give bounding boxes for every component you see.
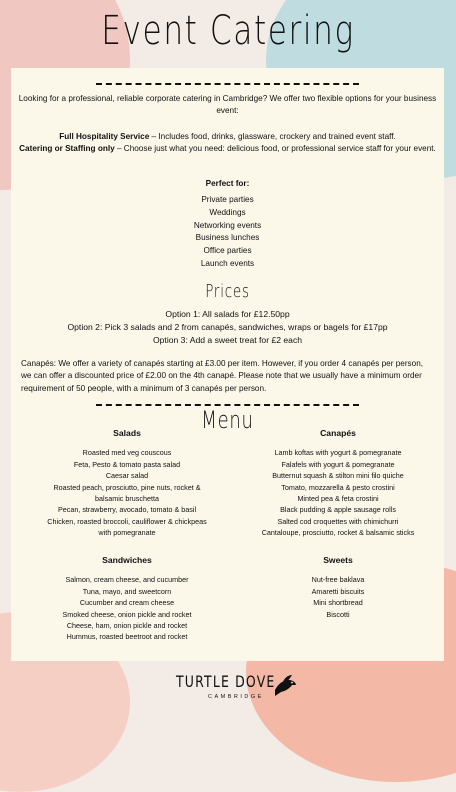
menu-item: Nut-free baklava (311, 575, 365, 585)
sweets-column (243, 555, 433, 620)
menu-item: Tomato, mozzarella & pesto crostini (281, 482, 395, 492)
occasion-item: Office parties (203, 246, 252, 256)
canapes-note: Canapés: We offer a variety of canapés starting at £3.00 per item. However, if you order 4 canapés per person, we can offer a discounted price of £2.00 on the 4th canapé. Please note that we usually have a minimum order requirement of 50 people, with a minimum of 3 canapés per person. (21, 359, 424, 393)
menu-item: Amaretti biscuits (311, 586, 365, 596)
dove-icon (272, 674, 298, 698)
menu-item: balsamic bruschetta (95, 494, 159, 504)
occasions-list (17, 194, 438, 271)
menu-item: Chicken, roasted broccoli, cauliflower & chickpeas (47, 516, 207, 526)
menu-item: Cantaloupe, prosciutto, rocket & balsamic sticks (261, 528, 415, 538)
sandwiches-heading: Sandwiches (102, 555, 152, 565)
service-desc: – Includes food, drinks, glassware, crockery and trained event staff. (149, 132, 396, 141)
service-item (17, 143, 438, 155)
logo-subtitle: CAMBRIDGE (208, 694, 264, 700)
salads-heading: Salads (113, 428, 141, 438)
menu-item: Butternut squash & stilton mini filo quiche (272, 471, 404, 481)
logo-name: TURTLE DOVE (176, 672, 276, 691)
menu-heading: Menu (201, 406, 254, 434)
canapes-column (243, 428, 433, 539)
price-option: Option 3: Add a sweet treat for £2 each (152, 335, 303, 345)
divider-top (96, 83, 359, 85)
perfect-for-heading: Perfect for: (205, 179, 250, 188)
prices-heading: Prices (205, 281, 250, 302)
menu-item: Salted cod croquettes with chimichurri (277, 516, 399, 526)
occasion-item: Business lunches (195, 233, 260, 243)
salads-column (27, 428, 227, 539)
menu-item: Minted pea & feta crostini (297, 494, 379, 504)
price-option: Option 1: All salads for £12.50pp (165, 309, 290, 319)
menu-item: Roasted peach, prosciutto, pine nuts, rocket & (53, 482, 201, 492)
menu-item: Smoked cheese, onion pickle and rocket (62, 609, 192, 619)
brand-logo (0, 672, 456, 708)
menu-item: Tuna, mayo, and sweetcorn (82, 586, 172, 596)
service-name: Full Hospitality Service (59, 132, 150, 141)
occasion-item: Launch events (200, 258, 255, 268)
occasion-item: Networking events (193, 220, 262, 230)
sandwiches-column (27, 555, 227, 643)
menu-item: Mini shortbread (313, 598, 363, 608)
sweets-heading: Sweets (323, 555, 353, 565)
menu-item: Caesar salad (105, 471, 149, 481)
service-name: Catering or Staffing only (19, 144, 115, 153)
menu-item: Cheese, ham, onion pickle and rocket (66, 621, 188, 631)
menu-item: Salmon, cream cheese, and cucumber (65, 575, 189, 585)
menu-item: Falafels with yogurt & pomegranate (281, 459, 395, 469)
menu-item: Biscotti (326, 609, 350, 619)
prices-list (17, 308, 438, 347)
menu-item: Black pudding & apple sausage rolls (280, 505, 396, 515)
intro-text: Looking for a professional, reliable corporate catering in Cambridge? We offer two flexible options for your business event: (18, 94, 437, 115)
content-card (11, 68, 444, 661)
services-list (17, 131, 438, 155)
menu-item: Lamb koftas with yogurt & pomegranate (274, 448, 402, 458)
occasion-item: Weddings (209, 207, 246, 217)
page-title: Event Catering (101, 8, 355, 54)
menu-item: Roasted med veg couscous (82, 448, 172, 458)
menu-item: Cucumber and cream cheese (79, 598, 175, 608)
menu-item: with pomegranate (98, 528, 156, 538)
canapes-heading: Canapés (320, 428, 356, 438)
price-option: Option 2: Pick 3 salads and 2 from canapés, sandwiches, wraps or bagels for £17pp (67, 322, 388, 332)
menu-item: Feta, Pesto & tomato pasta salad (73, 459, 181, 469)
menu-item: Hummus, roasted beetroot and rocket (66, 632, 188, 642)
menu-item: Pecan, strawberry, avocado, tomato & basil (57, 505, 197, 515)
service-desc: – Choose just what you need: delicious food, or professional service staff for your event. (114, 144, 436, 153)
service-item (17, 131, 438, 143)
occasion-item: Private parties (201, 195, 254, 204)
